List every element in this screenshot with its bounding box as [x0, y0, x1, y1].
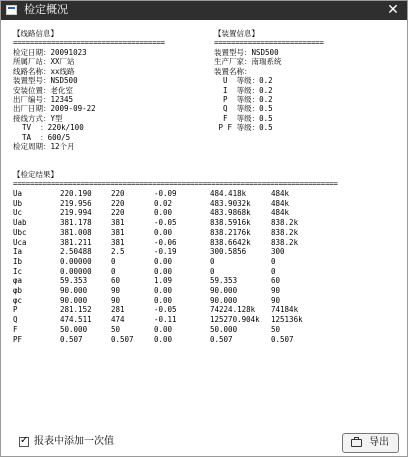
- result-quantity: Q: [13, 315, 18, 325]
- result-measured: 0.00000: [60, 266, 92, 276]
- result-standard: 381: [111, 227, 125, 237]
- result-measured: 0.507: [60, 334, 83, 344]
- result-standard: 220: [111, 198, 125, 208]
- result-quantity: P: [13, 305, 18, 315]
- line-info-item: TA ：600/5: [13, 132, 71, 142]
- result-measured: 381.211: [60, 237, 92, 247]
- result-primary-standard: 90: [271, 286, 281, 295]
- result-primary-measured: 0: [210, 266, 215, 276]
- report-content: [13, 29, 399, 415]
- result-measured: 219.994: [60, 208, 92, 218]
- line-info-item: 检定周期：12个月: [13, 142, 75, 151]
- device-info-item: I 等级：0.2: [214, 85, 273, 95]
- result-primary-standard: 484k: [271, 198, 290, 208]
- result-primary-measured: 838.2176k: [210, 227, 251, 237]
- result-error: 0.00: [154, 208, 173, 218]
- result-measured: 90.000: [60, 286, 88, 295]
- result-standard: 90: [111, 295, 121, 305]
- result-measured: 90.000: [60, 295, 88, 305]
- result-primary-measured: 90.000: [210, 295, 238, 305]
- result-error: 0.00: [154, 324, 173, 334]
- close-icon[interactable]: ✕: [387, 2, 399, 18]
- result-quantity: Ic: [13, 266, 23, 276]
- result-quantity: F: [13, 324, 18, 334]
- result-standard: 90: [111, 286, 121, 295]
- result-primary-measured: 0: [210, 256, 215, 266]
- device-info-item: U 等级：0.2: [214, 76, 273, 86]
- result-error: -0.09: [154, 189, 177, 198]
- line-info-item: 所属厂站：XX厂站: [13, 57, 75, 67]
- result-primary-measured: 50.000: [210, 324, 238, 334]
- device-info-separator: ==========================: [214, 38, 324, 47]
- result-standard: 0: [111, 266, 116, 276]
- result-standard: 2.5: [111, 247, 125, 257]
- line-info-item: 出厂编号：12345: [13, 95, 74, 104]
- result-primary-measured: 90.000: [210, 286, 238, 295]
- result-primary-standard: 300: [271, 247, 285, 257]
- line-info-item: 检定日期：20091023: [13, 48, 87, 57]
- line-info-separator: ====================================: [13, 38, 165, 47]
- result-primary-standard: 74184k: [271, 305, 299, 315]
- result-primary-measured: 74224.128k: [210, 305, 256, 315]
- line-info-item: 装置型号：NSD500: [13, 76, 78, 86]
- result-quantity: Uca: [13, 237, 27, 247]
- result-error: 0.00: [154, 334, 173, 344]
- line-info-item: 安装位置：老化室: [13, 85, 73, 95]
- export-button-label: 导出: [369, 437, 389, 448]
- device-info-item: 装置名称：: [214, 66, 252, 76]
- result-primary-standard: 125136k: [271, 315, 303, 325]
- line-info-item: 出厂日期：2009-09-22: [13, 104, 96, 114]
- footer-bar: [1, 421, 407, 456]
- result-primary-standard: 60: [271, 276, 281, 286]
- result-primary-measured: 838.6642k: [210, 237, 251, 247]
- result-standard: 60: [111, 276, 121, 286]
- result-standard: 50: [111, 324, 121, 334]
- window-app-icon: [6, 5, 17, 15]
- printer-icon: [351, 439, 362, 447]
- result-primary-standard: 90: [271, 295, 281, 305]
- result-error: 0.00: [154, 266, 173, 276]
- device-info-item: P F 等级：0.5: [214, 123, 273, 133]
- result-primary-measured: 0.507: [210, 334, 233, 344]
- result-measured: 281.152: [60, 305, 92, 315]
- result-measured: 0.00000: [60, 256, 92, 266]
- result-measured: 220.190: [60, 189, 92, 198]
- device-info-item: 生产厂家：南瑞系统: [214, 57, 282, 67]
- result-standard: 381: [111, 237, 125, 247]
- result-quantity: φb: [13, 286, 23, 295]
- add-primary-value-label[interactable]: 报表中添加一次值: [34, 436, 114, 447]
- result-quantity: Ua: [13, 189, 23, 198]
- result-error: -0.11: [154, 315, 177, 325]
- result-standard: 0: [111, 256, 116, 266]
- title-bar: [1, 1, 407, 20]
- result-quantity: Uc: [13, 208, 23, 218]
- result-error: 1.09: [154, 276, 173, 286]
- result-measured: 50.000: [60, 324, 88, 334]
- device-info-item: Q 等级：0.5: [214, 104, 273, 114]
- result-primary-measured: 483.9868k: [210, 208, 251, 218]
- result-quantity: φc: [13, 295, 23, 305]
- device-info-header: 【装置信息】: [214, 29, 259, 38]
- device-info-item: P 等级：0.2: [214, 95, 273, 104]
- result-measured: 2.50488: [60, 247, 92, 257]
- result-measured: 381.008: [60, 227, 92, 237]
- result-primary-standard: 838.2k: [271, 237, 299, 247]
- result-measured: 59.353: [60, 276, 88, 286]
- result-error: -0.19: [154, 247, 177, 257]
- line-info-item: 接线方式：Y型: [13, 113, 63, 123]
- result-primary-standard: 838.2k: [271, 218, 299, 228]
- result-primary-measured: 484.418k: [210, 189, 247, 198]
- result-standard: 474: [111, 315, 125, 325]
- device-info-item: F 等级：0.5: [214, 113, 273, 123]
- result-error: 0.00: [154, 286, 173, 295]
- result-primary-standard: 50: [271, 324, 281, 334]
- result-primary-standard: 0.507: [271, 334, 294, 344]
- result-error: -0.05: [154, 218, 177, 228]
- result-primary-measured: 483.9032k: [210, 198, 251, 208]
- result-standard: 281: [111, 305, 125, 315]
- result-standard: 220: [111, 208, 125, 218]
- result-quantity: PF: [13, 334, 23, 344]
- result-primary-measured: 59.353: [210, 276, 238, 286]
- result-primary-measured: 838.5916k: [210, 218, 251, 228]
- result-measured: 474.511: [60, 315, 92, 325]
- result-error: 0.00: [154, 256, 173, 266]
- result-primary-standard: 0: [271, 256, 276, 266]
- results-separator: =============================================================================: [13, 179, 338, 188]
- line-info-item: TV ：220k/100: [13, 123, 84, 133]
- results-header: 【检定结果】: [13, 170, 58, 179]
- result-primary-standard: 838.2k: [271, 227, 299, 237]
- result-error: 0.02: [154, 198, 173, 208]
- line-info-item: 线路名称：xx线路: [13, 66, 75, 76]
- result-standard: 0.507: [111, 334, 134, 344]
- device-info-item: 装置型号：NSD500: [214, 48, 279, 57]
- window-title: 检定概况: [24, 3, 68, 16]
- result-primary-measured: 300.5856: [210, 247, 247, 257]
- result-quantity: Ib: [13, 256, 23, 266]
- result-quantity: Ubc: [13, 227, 27, 237]
- result-error: 0.00: [154, 227, 173, 237]
- line-info-header: 【线路信息】: [13, 29, 58, 38]
- result-error: -0.06: [154, 237, 177, 247]
- result-quantity: Ia: [13, 247, 23, 257]
- add-primary-value-checkbox[interactable]: [19, 437, 29, 447]
- result-error: -0.05: [154, 305, 177, 315]
- result-measured: 219.956: [60, 198, 92, 208]
- result-primary-standard: 0: [271, 266, 276, 276]
- result-measured: 381.178: [60, 218, 92, 228]
- result-primary-measured: 125270.904k: [210, 315, 260, 325]
- result-standard: 220: [111, 189, 125, 198]
- result-quantity: Uab: [13, 218, 27, 228]
- result-quantity: Ub: [13, 198, 23, 208]
- export-button[interactable]: [342, 433, 399, 453]
- result-primary-standard: 484k: [271, 189, 290, 198]
- result-quantity: φa: [13, 276, 23, 286]
- result-primary-standard: 484k: [271, 208, 290, 218]
- result-error: 0.00: [154, 295, 173, 305]
- result-standard: 381: [111, 218, 125, 228]
